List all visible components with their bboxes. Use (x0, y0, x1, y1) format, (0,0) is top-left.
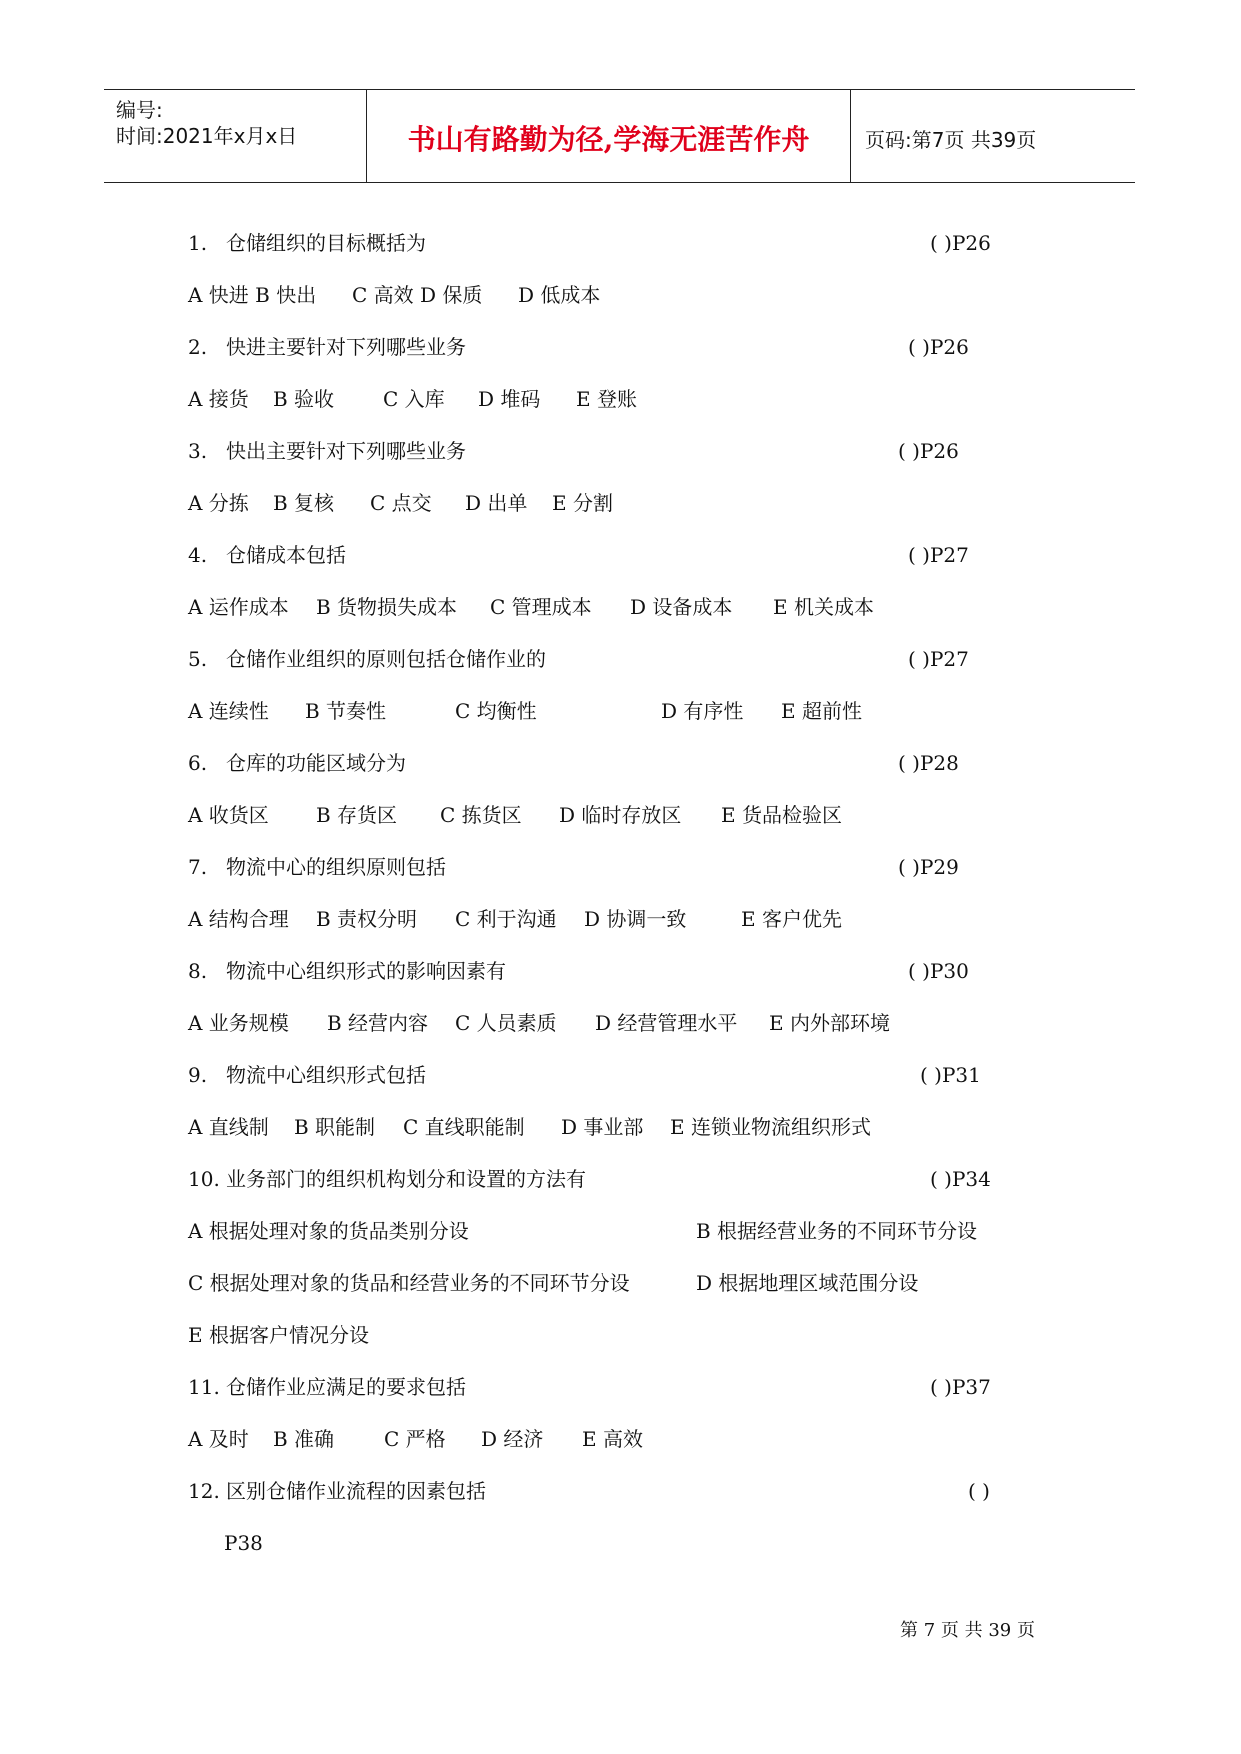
option: C 高效 D 保质 (352, 283, 483, 307)
question-text: 仓储成本包括 (226, 543, 346, 567)
option: C 人员素质 (455, 1011, 557, 1035)
option: E 高效 (582, 1427, 643, 1451)
option: D 经济 (481, 1427, 544, 1451)
option: D 根据地理区域范围分设 (696, 1271, 919, 1295)
question-line (188, 749, 406, 777)
page-header (104, 89, 1135, 183)
document-number-label: 编号: (116, 98, 163, 122)
option: E 连锁业物流组织形式 (670, 1115, 871, 1139)
option: C 均衡性 (455, 699, 537, 723)
option: D 有序性 (661, 699, 744, 723)
question-line (188, 1477, 486, 1505)
option: B 经营内容 (327, 1011, 429, 1035)
option: D 协调一致 (584, 907, 687, 931)
option: D 事业部 (561, 1115, 644, 1139)
question-page-ref: ( )P37 (930, 1375, 991, 1399)
question-page-ref: ( )P29 (898, 855, 959, 879)
question-line (188, 541, 346, 569)
question-page-ref: ( )P27 (908, 543, 969, 567)
option: B 根据经营业务的不同环节分设 (696, 1219, 978, 1243)
question-number: 9. (188, 1063, 208, 1087)
question-page-ref: ( ) (968, 1479, 990, 1503)
option: B 准确 (273, 1427, 335, 1451)
header-motto-cell (367, 90, 851, 182)
question-page-ref: ( )P26 (898, 439, 959, 463)
option: A 业务规模 (188, 1011, 289, 1035)
question-page-ref: ( )P31 (920, 1063, 981, 1087)
option: A 及时 (188, 1427, 249, 1451)
option: B 节奏性 (305, 699, 387, 723)
question-line (188, 229, 426, 257)
option: B 职能制 (294, 1115, 376, 1139)
option: B 责权分明 (316, 907, 418, 931)
header-page-number: 页码:第7页 共39页 (865, 128, 1037, 152)
question-number: 10. (188, 1167, 220, 1191)
option: D 设备成本 (630, 595, 733, 619)
option: E 机关成本 (773, 595, 874, 619)
option: D 出单 (465, 491, 528, 515)
option: C 根据处理对象的货品和经营业务的不同环节分设 (188, 1271, 630, 1295)
option: A 运作成本 (188, 595, 289, 619)
option: C 拣货区 (440, 803, 522, 827)
option: C 点交 (370, 491, 432, 515)
question-text: 物流中心组织形式的影响因素有 (226, 959, 506, 983)
question-text: 仓储组织的目标概括为 (226, 231, 426, 255)
option: E 货品检验区 (721, 803, 842, 827)
option: A 连续性 (188, 699, 269, 723)
page-reference: P38 (224, 1531, 263, 1555)
option: D 堆码 (478, 387, 541, 411)
option: E 客户优先 (741, 907, 842, 931)
question-text: 快出主要针对下列哪些业务 (226, 439, 466, 463)
question-line (188, 1165, 586, 1193)
question-number: 8. (188, 959, 208, 983)
question-line (188, 437, 466, 465)
question-text: 仓储作业应满足的要求包括 (226, 1375, 466, 1399)
question-page-ref: ( )P26 (930, 231, 991, 255)
document-time-label: 时间:2021年x月x日 (116, 124, 298, 148)
question-number: 3. (188, 439, 208, 463)
header-motto: 书山有路勤为径,学海无涯苦作舟 (407, 123, 810, 156)
option: D 经营管理水平 (595, 1011, 738, 1035)
header-page-cell (851, 90, 1135, 182)
option: A 接货 (188, 387, 249, 411)
question-line (188, 853, 446, 881)
question-page-ref: ( )P28 (898, 751, 959, 775)
question-number: 11. (188, 1375, 220, 1399)
option: E 根据客户情况分设 (188, 1323, 369, 1347)
question-number: 5. (188, 647, 208, 671)
option: D 低成本 (518, 283, 601, 307)
option: C 严格 (384, 1427, 446, 1451)
option: A 收货区 (188, 803, 269, 827)
option: D 临时存放区 (559, 803, 682, 827)
option: B 验收 (273, 387, 335, 411)
option: C 入库 (383, 387, 445, 411)
question-number: 7. (188, 855, 208, 879)
option: E 内外部环境 (769, 1011, 890, 1035)
header-meta-cell (104, 90, 367, 182)
question-line (188, 1061, 426, 1089)
question-number: 2. (188, 335, 208, 359)
question-line (188, 957, 506, 985)
question-text: 快进主要针对下列哪些业务 (226, 335, 466, 359)
question-text: 区别仓储作业流程的因素包括 (226, 1479, 486, 1503)
option: B 存货区 (316, 803, 398, 827)
option: E 分割 (552, 491, 613, 515)
question-text: 业务部门的组织机构划分和设置的方法有 (226, 1167, 586, 1191)
page-footer: 第 7 页 共 39 页 (900, 1620, 1035, 1641)
option: A 根据处理对象的货品类别分设 (188, 1219, 469, 1243)
question-text: 仓库的功能区域分为 (226, 751, 406, 775)
question-page-ref: ( )P27 (908, 647, 969, 671)
option: C 利于沟通 (455, 907, 557, 931)
option: B 货物损失成本 (316, 595, 458, 619)
option: C 管理成本 (490, 595, 592, 619)
option: C 直线职能制 (403, 1115, 525, 1139)
question-number: 6. (188, 751, 208, 775)
option: A 直线制 (188, 1115, 269, 1139)
question-number: 4. (188, 543, 208, 567)
option: A 结构合理 (188, 907, 289, 931)
option: B 复核 (273, 491, 335, 515)
question-page-ref: ( )P34 (930, 1167, 991, 1191)
option: A 分拣 (188, 491, 249, 515)
question-line (188, 645, 546, 673)
question-line (188, 1373, 466, 1401)
question-text: 仓储作业组织的原则包括仓储作业的 (226, 647, 546, 671)
question-number: 1. (188, 231, 208, 255)
question-text: 物流中心组织形式包括 (226, 1063, 426, 1087)
question-page-ref: ( )P30 (908, 959, 969, 983)
question-text: 物流中心的组织原则包括 (226, 855, 446, 879)
option: E 超前性 (781, 699, 862, 723)
question-line (188, 333, 466, 361)
question-page-ref: ( )P26 (908, 335, 969, 359)
option: A 快进 B 快出 (188, 283, 317, 307)
option: E 登账 (576, 387, 637, 411)
question-number: 12. (188, 1479, 220, 1503)
